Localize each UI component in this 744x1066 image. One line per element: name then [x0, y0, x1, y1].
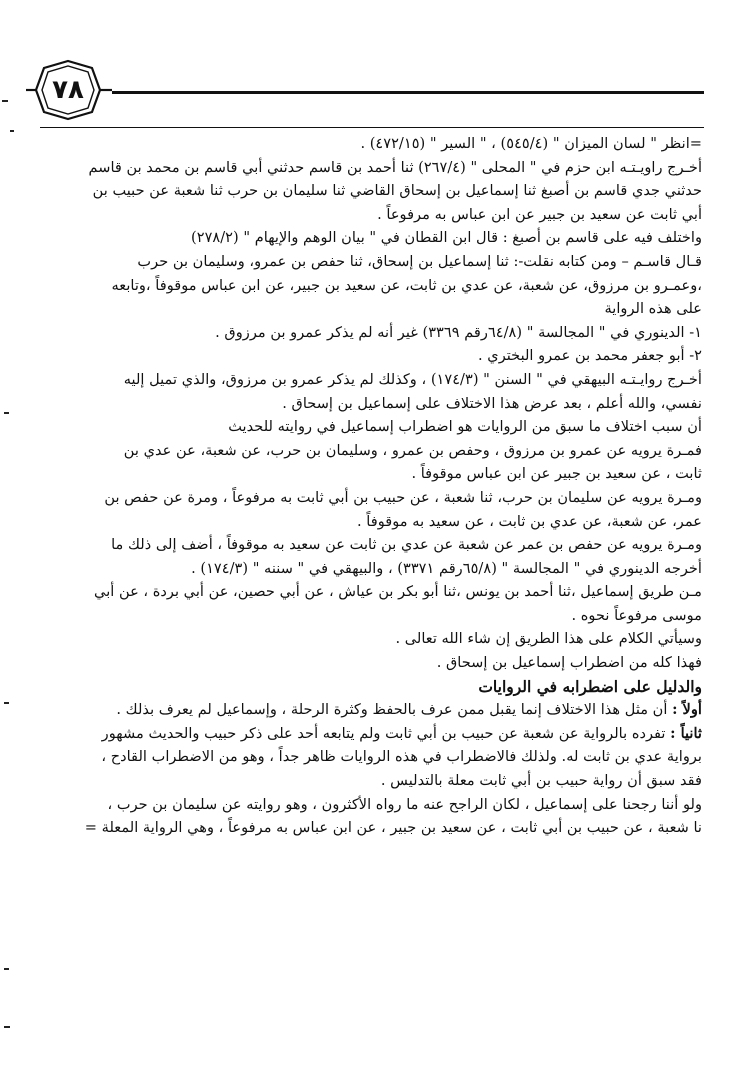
text-line	[38, 344, 702, 368]
text-line	[38, 722, 702, 746]
line-text: نا شعبة ، عن حبيب بن أبي ثابت ، عن سعيد بن جبير ، عن ابن عباس به مرفوعاً ، وهي الرواية المعلة =	[84, 819, 702, 837]
line-text: فهذا كله من اضطراب إسماعيل بن إسحاق .	[436, 654, 702, 672]
page-header	[0, 0, 744, 130]
text-line	[38, 486, 702, 510]
margin-mark	[10, 130, 14, 132]
text-line	[38, 179, 702, 203]
line-text: ولو أننا رجحنا على إسماعيل ، لكان الراجح عنه ما رواه الأكثرون ، وهو روايته عن سليمان بن حرب ،	[107, 795, 702, 813]
line-text: =انظر " لسان الميزان " (٥٤٥/٤) ، " السير " (٤٧٢/١٥) .	[360, 135, 702, 152]
text-line	[38, 439, 702, 463]
text-line	[38, 580, 702, 604]
text-line	[38, 557, 702, 581]
header-rule-thin	[40, 127, 704, 128]
text-line	[38, 745, 702, 769]
line-text: ومـرة يرويه عن سليمان بن حرب، ثنا شعبة ، عن حبيب بن أبي ثابت به مرفوعاً ، ومرة عن حفص بن	[104, 488, 702, 506]
line-text: أخـرج راويـتـه ابن حزم في " المحلى " (٢٦٧/٤) ثنا أحمد بن قاسم حدثني أبي قاسم بن محمد بن قاسم	[88, 158, 702, 176]
line-text: مـن طريق إسماعيل ،ثنا أحمد بن يونس ،ثنا أبو بكر بن عياش ، عن أبي حصين، عن أبي بردة ، عن أبي	[94, 583, 702, 601]
line-text: أبي ثابت عن سعيد بن جبير عن ابن عباس به مرفوعاً .	[377, 205, 702, 223]
line-text: نفسي، والله أعلم ، بعد عرض هذا الاختلاف على إسماعيل بن إسحاق .	[282, 394, 702, 412]
line-text: أخـرج روايـتـه البيهقي في " السنن " (١٧٤/٣) ، وكذلك لم يذكر عمرو بن مرزوق، والذي تميل إليه	[123, 370, 702, 388]
line-text: موسى مرفوعاً نحوه .	[571, 606, 702, 624]
text-line	[38, 203, 702, 227]
text-line	[38, 533, 702, 557]
line-text: ٢- أبو جعفر محمد بن عمرو البختري .	[478, 347, 702, 365]
text-line	[38, 321, 702, 345]
text-line	[38, 226, 702, 250]
text-line	[38, 627, 702, 651]
header-rule-thick	[112, 91, 704, 94]
line-text: برواية عدي بن ثابت له. ولذلك فالاضطراب في هذه الروايات ظاهر جداً ، وهو من الاضطراب القادح ،	[101, 748, 702, 766]
margin-mark	[4, 1026, 10, 1028]
line-text: أن مثل هذا الاختلاف إنما يقبل ممن عرف بالحفظ وكثرة الرحلة ، وإسماعيل لم يعرف بذلك .	[116, 701, 673, 719]
line-text: ومـرة يرويه عن حفص بن عمر عن شعبة عن عدي بن ثابت عن سعيد به موقوفاً ، أضف إلى ذلك ما	[111, 536, 702, 554]
margin-mark	[4, 968, 9, 970]
text-line	[38, 462, 702, 486]
text-line	[38, 297, 702, 321]
text-line	[38, 392, 702, 416]
text-line	[38, 250, 702, 274]
margin-mark	[4, 702, 9, 704]
text-line	[38, 274, 702, 298]
line-text: ١- الدينوري في " المجالسة " (٦٤/٨رقم ٣٣٦٩) غير أنه لم يذكر عمرو بن مرزوق .	[215, 323, 702, 341]
line-text: تفرده بالرواية عن شعبة عن حبيب بن أبي ثابت ولم يتابعه أحد على ذكر حبيب والحديث مشهور	[101, 724, 671, 742]
text-line	[38, 510, 702, 534]
text-line	[38, 415, 702, 439]
text-line	[38, 368, 702, 392]
line-text: ثابت ، عن سعيد بن جبير عن ابن عباس موقوفاً .	[411, 465, 702, 483]
text-line	[38, 769, 702, 793]
line-text: أن سبب اختلاف ما سبق من الروايات هو اضطراب إسماعيل في روايته للحديث	[228, 418, 702, 436]
list-lead-label: ثانياً :	[670, 724, 702, 742]
line-text: حدثني جدي قاسم بن أصبغ ثنا إسماعيل بن إسحاق القاضي ثنا سليمان بن حرب ثنا شعبة عن حبيب بن	[92, 182, 702, 200]
margin-mark	[2, 100, 8, 102]
text-line	[38, 816, 702, 840]
list-lead-label: أولاً :	[672, 701, 702, 719]
text-line	[38, 793, 702, 817]
line-text: عمر، عن شعبة، عن عدي بن ثابت ، عن سعيد به موقوفاً .	[357, 512, 702, 530]
line-text: على هذه الرواية	[604, 300, 702, 318]
page-number: ٧٨	[52, 75, 84, 105]
line-text: فمـرة يرويه عن عمرو بن مرزوق ، وحفص بن عمرو ، وسليمان بن حرب، عن شعبة، عن عدي بن	[123, 441, 702, 459]
line-text: واختلف فيه على قاسم بن أصبغ : قال ابن القطان في " بيان الوهم والإيهام " (٢٧٨/٢)	[191, 229, 702, 247]
text-line	[38, 651, 702, 675]
text-line	[38, 132, 702, 156]
margin-mark	[4, 412, 9, 414]
text-line	[38, 156, 702, 180]
body-text	[38, 132, 702, 840]
line-text: أخرجه الدينوري في " المجالسة " (٦٥/٨رقم ٣٣٧١) ، والبيهقي في " سننه " (١٧٤/٣) .	[191, 559, 702, 577]
text-line	[38, 698, 702, 722]
line-text: والدليل على اضطرابه في الروايات	[478, 676, 702, 696]
line-text: وسيأتي الكلام على هذا الطريق إن شاء الله تعالى .	[395, 630, 702, 648]
section-heading	[38, 675, 702, 699]
line-text: فقد سبق أن رواية حبيب بن أبي ثابت معلة بالتدليس .	[380, 772, 702, 790]
line-text: ،وعمـرو بن مرزوق، عن شعبة، عن عدي بن ثابت، عن سعيد بن جبير، عن ابن عباس موقوفاً ،وتابعه	[111, 276, 702, 294]
line-text: قـال قاسـم – ومن كتابه نقلت-: ثنا إسماعيل بن إسحاق، ثنا حفص بن عمرو، وسليمان بن حرب	[137, 252, 702, 270]
text-line	[38, 604, 702, 628]
